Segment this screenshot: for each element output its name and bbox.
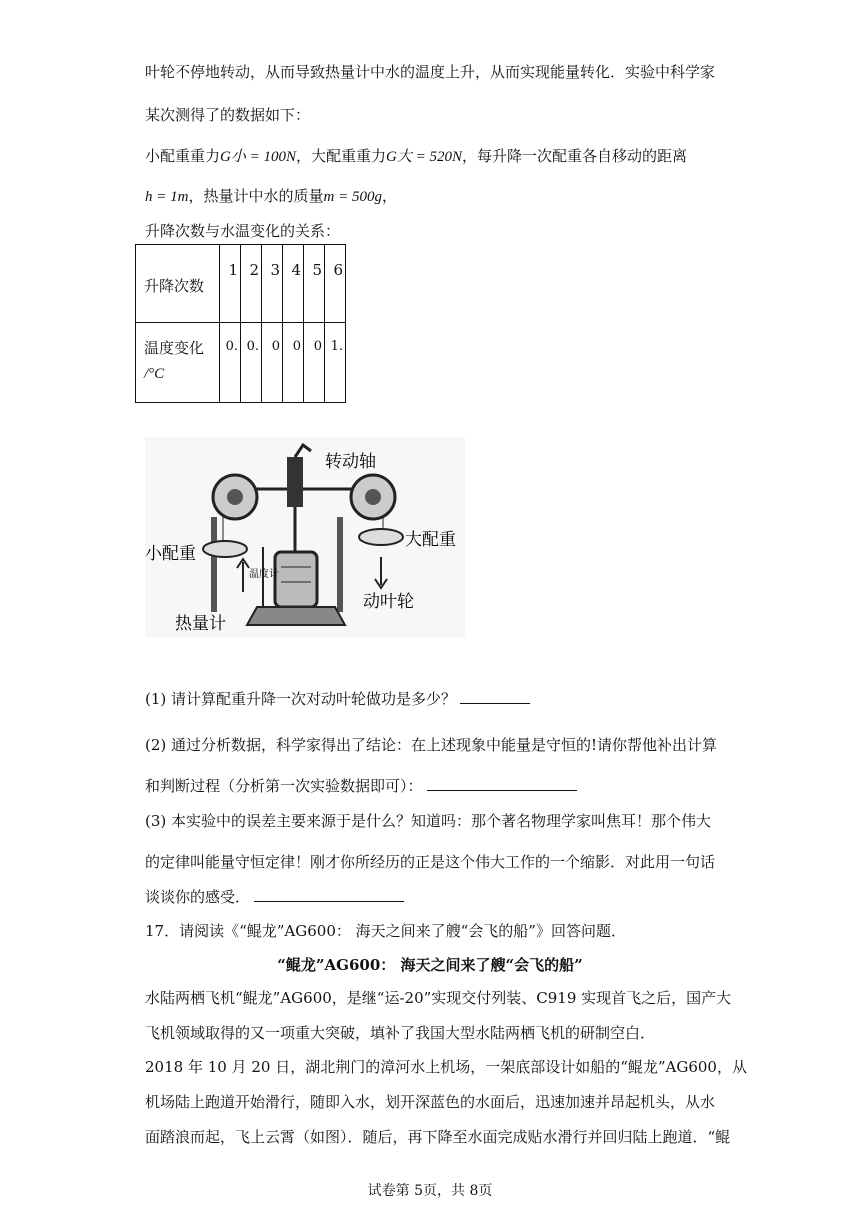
params-end: ， xyxy=(381,187,397,205)
table-cell: 0 xyxy=(304,323,325,403)
row-header-count: 升降次数 xyxy=(136,245,220,323)
question-2-line-1: (2) 通过分析数据，科学家得出了结论：在上述现象中能量是守恒的!请你帮他补出计算 xyxy=(145,736,718,754)
big-weight-label: ，大配重重力 xyxy=(295,147,386,165)
label-small-weight: 小配重 xyxy=(145,544,196,564)
table-cell: 1. xyxy=(325,323,346,403)
label-impeller: 动叶轮 xyxy=(363,592,414,612)
table-cell: 5 xyxy=(304,245,325,323)
mass-text: ，热量计中水的质量 xyxy=(188,187,324,205)
table-cell: 0. xyxy=(220,323,241,403)
label-thermometer: 温度计 xyxy=(249,569,279,580)
params-line-2 xyxy=(145,186,397,207)
article-line-1: 水陆两栖飞机“鲲龙”AG600，是继“运-20”实现交付列装、C919 实现首飞之后，国产大 xyxy=(145,989,732,1007)
page-footer: 试卷第 5页，共 8页 xyxy=(367,1183,493,1199)
intro-line-2: 某次测得了的数据如下： xyxy=(145,106,311,124)
row-header-temp-text: 温度变化 xyxy=(144,339,205,357)
row-header-temp-unit: /°C xyxy=(144,366,165,382)
question-2-line-2 xyxy=(145,776,577,796)
article-line-3: 2018 年 10 月 20 日，湖北荆门的漳河水上机场，一架底部设计如船的“鲲龙”AG600，从 xyxy=(145,1058,747,1076)
params-line-1 xyxy=(145,146,687,167)
article-line-2: 飞机领域取得的又一项重大突破，填补了我国大型水陆两栖飞机的研制空白． xyxy=(145,1024,656,1042)
question-3-text: 谈谈你的感受． xyxy=(145,888,251,906)
question-17-prompt: 17．请阅读《“鲲龙”AG600： 海天之间来了艘“会飞的船”》回答问题． xyxy=(145,922,626,940)
table-cell: 4 xyxy=(283,245,304,323)
intro-line-1: 叶轮不停地转动，从而导致热量计中水的温度上升，从而实现能量转化．实验中科学家 xyxy=(145,63,716,81)
question-3-line-3 xyxy=(145,887,404,907)
label-calorimeter: 热量计 xyxy=(175,614,226,634)
table-row-temp xyxy=(136,323,346,403)
question-1 xyxy=(145,689,530,709)
answer-blank-3[interactable] xyxy=(254,887,404,902)
joule-apparatus-figure xyxy=(145,437,465,637)
table-caption: 升降次数与水温变化的关系： xyxy=(145,222,341,240)
table-cell: 2 xyxy=(241,245,262,323)
table-cell: 3 xyxy=(262,245,283,323)
question-3-line-2: 的定律叫能量守恒定律！刚才你所经历的正是这个伟大工作的一个缩影．对此用一句话 xyxy=(145,853,716,871)
label-big-weight: 大配重 xyxy=(405,530,456,550)
table-cell: 6 xyxy=(325,245,346,323)
label-axis: 转动轴 xyxy=(325,452,376,472)
height-eq: h = 1m xyxy=(145,189,189,205)
big-weight-eq: G大 = 520N xyxy=(386,149,462,165)
article-line-5: 面踏浪而起，飞上云霄（如图）．随后，再下降至水面完成贴水滑行并回归陆上跑道．“鲲 xyxy=(145,1128,731,1146)
table-cell: 0 xyxy=(262,323,283,403)
table-cell: 0. xyxy=(241,323,262,403)
mass-eq: m = 500g xyxy=(323,189,382,205)
question-1-text: (1) 请计算配重升降一次对动叶轮做功是多少？ xyxy=(145,690,457,708)
table-row-count xyxy=(136,245,346,323)
answer-blank-2[interactable] xyxy=(427,776,577,791)
table-cell: 1 xyxy=(220,245,241,323)
table-cell: 0 xyxy=(283,323,304,403)
row-header-temp xyxy=(136,323,220,403)
question-3-line-1: (3) 本实验中的误差主要来源于是什么？知道吗：那个著名物理学家叫焦耳！那个伟大 xyxy=(145,812,712,830)
answer-blank-1[interactable] xyxy=(460,689,530,704)
article-title: “鲲龙”AG600： 海天之间来了艘“会飞的船” xyxy=(277,956,583,974)
article-line-4: 机场陆上跑道开始滑行，随即入水，划开深蓝色的水面后，迅速加速并昂起机头，从水 xyxy=(145,1093,716,1111)
data-table xyxy=(135,244,346,403)
question-2-text: 和判断过程（分析第一次实验数据即可）： xyxy=(145,777,423,795)
small-weight-eq: G小 = 100N xyxy=(220,149,296,165)
distance-text: ，每升降一次配重各自移动的距离 xyxy=(461,147,687,165)
small-weight-label: 小配重重力 xyxy=(145,147,221,165)
